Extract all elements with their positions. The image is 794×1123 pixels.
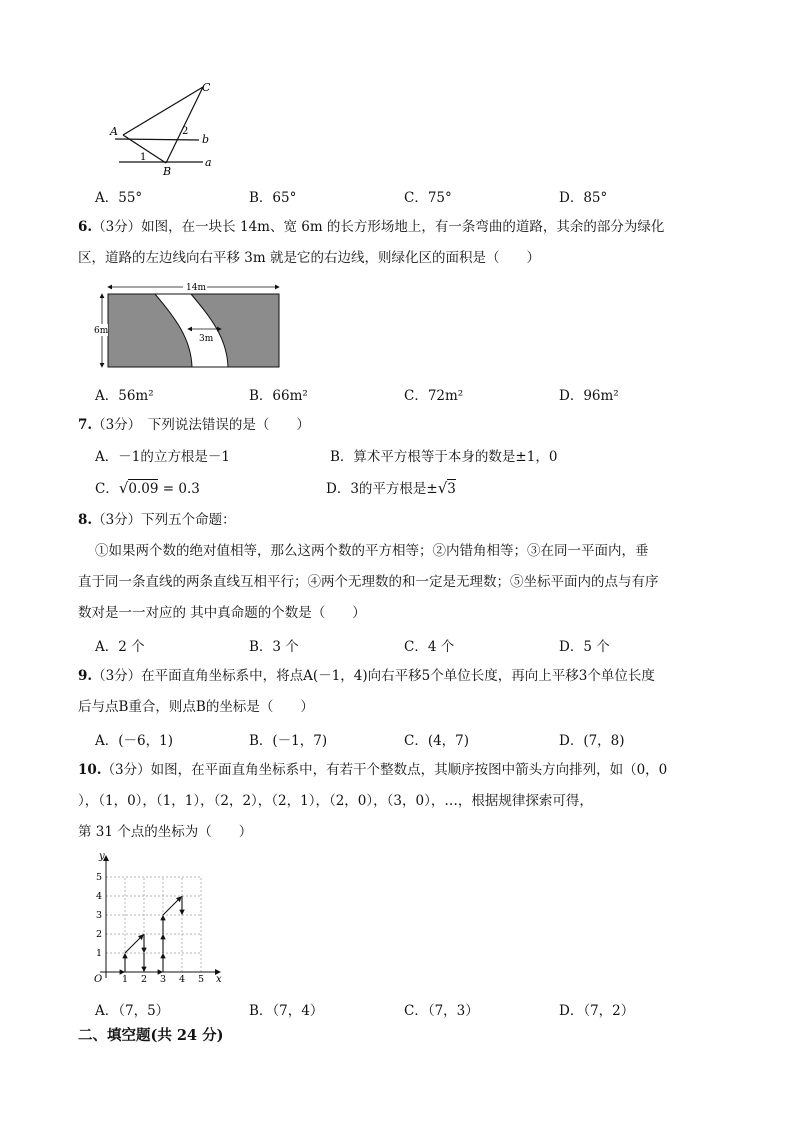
q10-stem-line3: 第 31 个点的坐标为（ ） bbox=[78, 824, 253, 840]
q5-option-c[interactable]: C．75° bbox=[404, 190, 452, 206]
q9-number: 9. bbox=[78, 668, 93, 684]
y-tick-1: 1 bbox=[96, 948, 103, 959]
q7-number: 7. bbox=[78, 417, 93, 433]
q10-text1: （3分）如图，在平面直角坐标系中，有若干个整数点，其顺序按图中箭头方向排列，如（0，0 bbox=[101, 762, 668, 778]
q6-figure bbox=[93, 278, 293, 373]
q7-option-c[interactable] bbox=[95, 478, 200, 499]
q7-option-d-prefix: D．3的平方根是± bbox=[326, 481, 438, 497]
q8-line3: 数对是一一对应的 其中真命题的个数是（ ） bbox=[78, 605, 366, 621]
grid bbox=[106, 877, 201, 972]
y-tick-4: 4 bbox=[96, 891, 103, 902]
width-label: 6m bbox=[94, 326, 109, 336]
q5-option-b[interactable]: B．65° bbox=[249, 190, 297, 206]
q6-stem-line1 bbox=[78, 217, 664, 237]
q10-option-d[interactable]: D．（7，2） bbox=[559, 1003, 635, 1019]
q7-option-c-radicand: 0.09 bbox=[128, 481, 159, 497]
q5-option-d[interactable]: D．85° bbox=[559, 190, 608, 206]
label-A: A bbox=[110, 125, 118, 138]
q8-text: （3分）下列五个命题： bbox=[92, 512, 236, 528]
line-b bbox=[115, 139, 199, 140]
q6-stem-line2: 区，道路的左边线向右平移 3m 就是它的右边线，则绿化区的面积是（ ） bbox=[78, 250, 540, 266]
q7-option-a[interactable]: A．－1的立方根是－1 bbox=[95, 449, 230, 465]
q8-number: 8. bbox=[78, 512, 93, 528]
x-tick-4: 4 bbox=[179, 974, 186, 983]
q7-option-b[interactable]: B．算术平方根等于本身的数是±1，0 bbox=[330, 449, 558, 465]
q7-option-d-radicand: 3 bbox=[447, 481, 456, 497]
q8-options bbox=[95, 635, 735, 655]
label-a: a bbox=[205, 156, 212, 169]
q10-figure bbox=[88, 848, 228, 983]
q7-option-c-suffix: = 0.3 bbox=[158, 481, 200, 497]
shift-label: 3m bbox=[199, 334, 214, 344]
q7-stem bbox=[78, 415, 310, 435]
q8-stem bbox=[78, 510, 236, 530]
q10-stem-line2: ），（1，0），（1，1），（2，2），（2，1），（2，0），（3，0），…，根据规律探索可得， bbox=[78, 793, 593, 809]
q8-option-a[interactable]: A．2 个 bbox=[95, 639, 145, 655]
q10-option-b[interactable]: B．（7，4） bbox=[249, 1003, 324, 1019]
q5-option-a[interactable]: A．55° bbox=[95, 190, 143, 206]
x-tick-5: 5 bbox=[198, 974, 205, 983]
q7-text: （3分） 下列说法错误的是（ ） bbox=[92, 417, 310, 433]
q7-option-c-prefix: C． bbox=[95, 481, 119, 497]
q10-option-c[interactable]: C．（7，3） bbox=[404, 1003, 479, 1019]
q6-text1: （3分）如图，在一块长 14m、宽 6m 的长方形场地上，有一条弯曲的道路，其余的部分为绿化 bbox=[92, 219, 665, 235]
q10-number: 10. bbox=[78, 762, 102, 778]
x-tick-3: 3 bbox=[160, 974, 167, 983]
label-angle1: 1 bbox=[140, 152, 147, 163]
y-tick-5: 5 bbox=[96, 872, 103, 883]
q7-option-d[interactable] bbox=[326, 478, 456, 499]
label-b: b bbox=[202, 133, 210, 146]
q9-option-d[interactable]: D．(7，8) bbox=[559, 733, 625, 749]
x-axis-label: x bbox=[216, 974, 222, 983]
q6-number: 6. bbox=[78, 219, 93, 235]
q9-option-b[interactable]: B．(－1，7) bbox=[249, 733, 328, 749]
label-angle2: 2 bbox=[182, 126, 189, 137]
q8-option-d[interactable]: D．5 个 bbox=[559, 639, 610, 655]
q8-option-b[interactable]: B．3 个 bbox=[249, 639, 299, 655]
label-C: C bbox=[202, 81, 211, 94]
q10-options bbox=[95, 999, 735, 1019]
q9-stem-line2: 后与点B重合，则点B的坐标是（ ） bbox=[78, 699, 314, 715]
q9-options bbox=[95, 729, 735, 749]
q6-options bbox=[95, 384, 735, 404]
q6-option-b[interactable]: B．66m² bbox=[249, 388, 308, 404]
q5-options bbox=[95, 186, 735, 206]
q8-line1: ①如果两个数的绝对值相等，那么这两个数的平方相等；②内错角相等；③在同一平面内，垂 bbox=[95, 543, 649, 559]
y-tick-3: 3 bbox=[96, 910, 103, 921]
x-tick-2: 2 bbox=[141, 974, 148, 983]
q8-option-c[interactable]: C．4 个 bbox=[404, 639, 455, 655]
q10-option-a[interactable]: A．（7，5） bbox=[95, 1003, 170, 1019]
label-B: B bbox=[163, 165, 172, 178]
y-axis-label: y bbox=[99, 851, 105, 862]
section-heading: 二、填空题(共 24 分) bbox=[78, 1027, 224, 1044]
sqrt-sign: √ bbox=[118, 479, 129, 497]
q9-text1: （3分）在平面直角坐标系中，将点A(－1，4)向右平移5个单位长度，再向上平移3个单位长度 bbox=[92, 668, 655, 684]
q6-option-a[interactable]: A．56m² bbox=[95, 388, 154, 404]
q10-stem-line1 bbox=[78, 760, 667, 780]
origin-label: O bbox=[94, 974, 103, 983]
sqrt-sign: √ bbox=[437, 479, 448, 497]
q8-line2: 直于同一条直线的两条直线互相平行；④两个无理数的和一定是无理数；⑤坐标平面内的点与有序 bbox=[78, 574, 659, 590]
q6-option-d[interactable]: D．96m² bbox=[559, 388, 619, 404]
y-tick-2: 2 bbox=[96, 929, 103, 940]
q5-figure bbox=[105, 78, 235, 178]
x-tick-1: 1 bbox=[122, 974, 129, 983]
q9-option-c[interactable]: C．(4，7) bbox=[404, 733, 470, 749]
q9-option-a[interactable]: A．(－6，1) bbox=[95, 733, 173, 749]
length-label: 14m bbox=[186, 283, 206, 293]
q9-stem-line1 bbox=[78, 666, 655, 686]
q6-option-c[interactable]: C．72m² bbox=[404, 388, 464, 404]
